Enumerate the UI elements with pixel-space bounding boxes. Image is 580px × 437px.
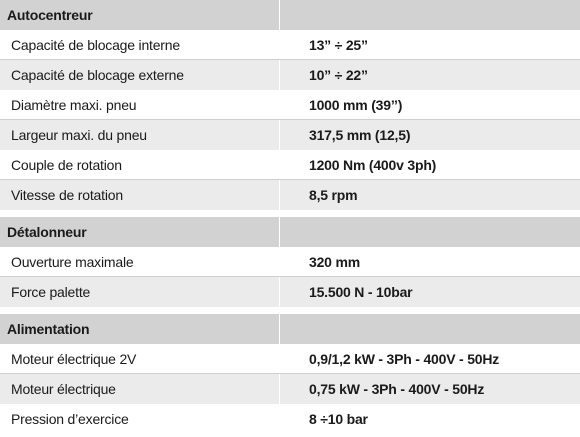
section-header-blank — [280, 314, 580, 344]
section-title: Détalonneur — [0, 217, 280, 247]
spec-label: Ouverture maximale — [0, 247, 280, 276]
spec-label: Vitesse de rotation — [0, 180, 280, 210]
section-header-blank — [280, 0, 580, 30]
spec-value: 13” ÷ 25” — [280, 30, 580, 59]
spec-value: 0,9/1,2 kW - 3Ph - 400V - 50Hz — [280, 344, 580, 373]
table-row — [0, 374, 580, 404]
spec-value: 1000 mm (39’’) — [280, 90, 580, 119]
section-header-autocentreur — [0, 0, 580, 30]
spec-value: 8,5 rpm — [280, 180, 580, 210]
table-row — [0, 90, 580, 120]
spec-value: 1200 Nm (400v 3ph) — [280, 150, 580, 179]
section-title: Autocentreur — [0, 0, 280, 30]
spec-value: 317,5 mm (12,5) — [280, 120, 580, 150]
section-divider — [0, 307, 580, 314]
section-title: Alimentation — [0, 314, 280, 344]
section-header-alimentation — [0, 314, 580, 344]
section-divider — [0, 210, 580, 217]
table-row — [0, 30, 580, 60]
table-row — [0, 344, 580, 374]
spec-label: Capacité de blocage externe — [0, 60, 280, 90]
spec-label: Force palette — [0, 277, 280, 307]
table-row — [0, 150, 580, 180]
table-row — [0, 277, 580, 307]
spec-label: Capacité de blocage interne — [0, 30, 280, 59]
table-row — [0, 60, 580, 90]
spec-value: 0,75 kW - 3Ph - 400V - 50Hz — [280, 374, 580, 404]
spec-label: Diamètre maxi. pneu — [0, 90, 280, 119]
spec-label: Moteur électrique — [0, 374, 280, 404]
table-row — [0, 180, 580, 210]
spec-value: 15.500 N - 10bar — [280, 277, 580, 307]
spec-label: Moteur électrique 2V — [0, 344, 280, 373]
spec-value: 10” ÷ 22” — [280, 60, 580, 90]
spec-label: Largeur maxi. du pneu — [0, 120, 280, 150]
spec-value: 320 mm — [280, 247, 580, 276]
section-header-detalonneur — [0, 217, 580, 247]
section-header-blank — [280, 217, 580, 247]
table-row — [0, 120, 580, 150]
table-row — [0, 404, 580, 434]
spec-label: Couple de rotation — [0, 150, 280, 179]
spec-label: Pression d’exercice — [0, 404, 280, 434]
spec-value: 8 ÷10 bar — [280, 404, 580, 434]
table-row — [0, 247, 580, 277]
